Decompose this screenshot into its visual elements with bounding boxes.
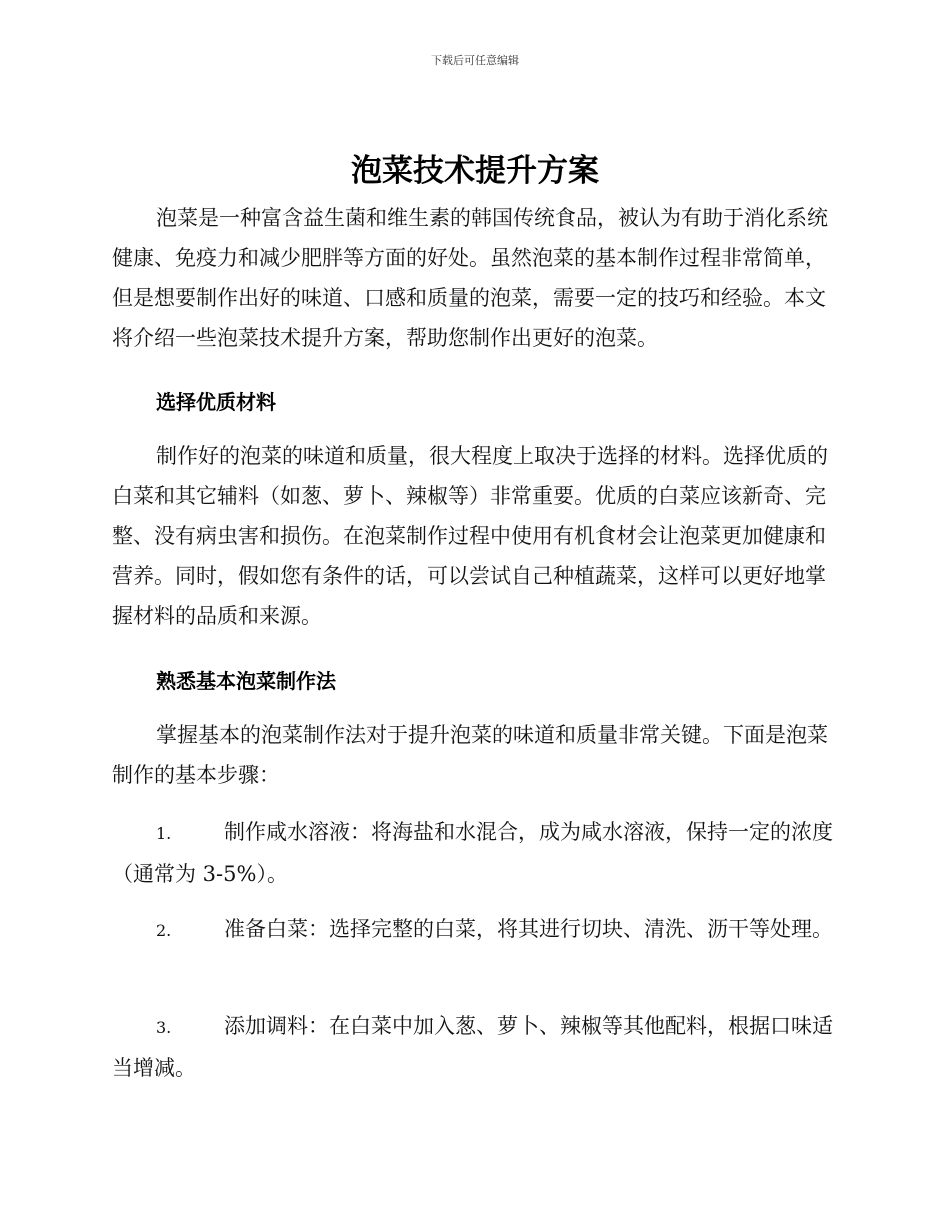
list-item (112, 909, 834, 951)
page-header: 下载后可任意编辑 (431, 54, 519, 67)
section-heading-materials: 选择优质材料 (156, 390, 276, 414)
list-item (112, 812, 834, 894)
list-item (112, 1006, 834, 1088)
method-paragraph: 掌握基本的泡菜制作法对于提升泡菜的味道和质量非常关键。下面是泡菜制作的基本步骤： (112, 723, 828, 787)
section-heading-method: 熟悉基本泡菜制作法 (156, 669, 336, 693)
list-text: 添加调料：在白菜中加入葱、萝卜、辣椒等其他配料，根据口味适当增减。 (112, 1014, 833, 1080)
list-number: 2. (156, 921, 172, 940)
list-text: 制作咸水溶液：将海盐和水混合，成为咸水溶液，保持一定的浓度（通常为 3-5%）。 (112, 820, 833, 886)
materials-paragraph: 制作好的泡菜的味道和质量，很大程度上取决于选择的材料。选择优质的白菜和其它辅料（如葱、萝卜、辣椒等）非常重要。优质的白菜应该新奇、完整、没有病虫害和损伤。在泡菜制作过程中使用有机食材会让泡菜更加健康和营养。同时，假如您有条件的话，可以尝试自己种植蔬菜，这样可以更好地掌握材料的品质和来源。 (112, 444, 828, 628)
page-title: 泡菜技术提升方案 (351, 153, 599, 189)
list-number: 1. (156, 824, 172, 843)
list-text: 准备白菜：选择完整的白菜，将其进行切块、清洗、沥干等处理。 (224, 917, 833, 941)
list-number: 3. (156, 1018, 172, 1037)
intro-paragraph: 泡菜是一种富含益生菌和维生素的韩国传统食品，被认为有助于消化系统健康、免疫力和减少肥胖等方面的好处。虽然泡菜的基本制作过程非常简单，但是想要制作出好的味道、口感和质量的泡菜，需要一定的技巧和经验。本文将介绍一些泡菜技术提升方案，帮助您制作出更好的泡菜。 (112, 206, 828, 350)
